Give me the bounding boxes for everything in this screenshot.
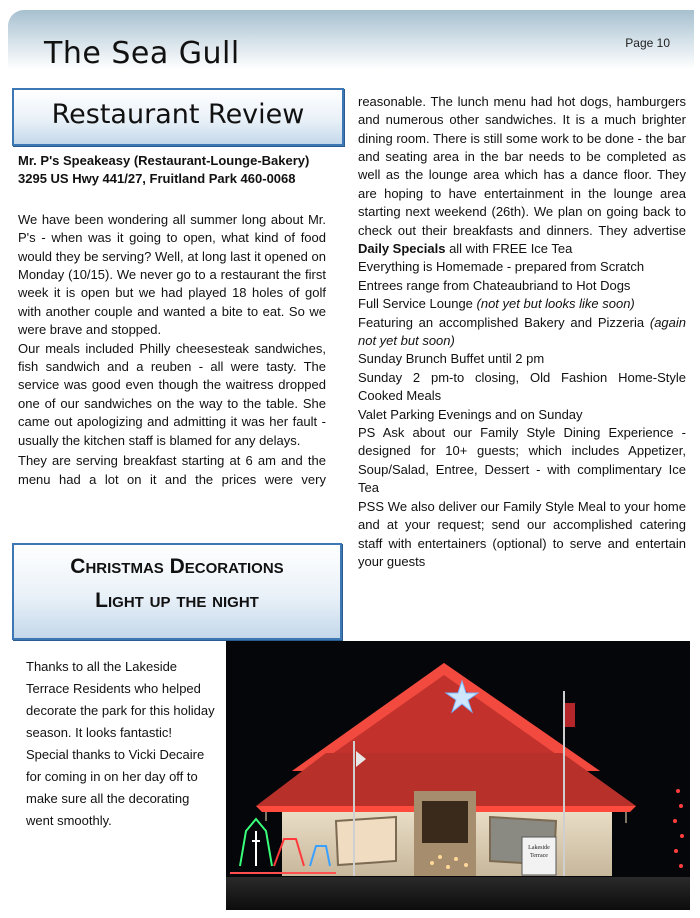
ps-note: PS Ask about our Family Style Dining Experience - designed for 10+ guests; which includes Appetizer, Soup/Salad, Entree, Dessert - with complimentary Ice Tea <box>358 425 686 496</box>
review-paragraph-2: Our meals included Philly cheesesteak sandwiches, fish sandwich and a reuben - all were tasty. The service was good even though the waitress dropped one of our sandwiches on the way to the table. She came out apologizing and admitting it was her fault - usually the kitchen staff is blamed for any delays. <box>18 340 326 448</box>
pss-note: PSS We also deliver our Family Style Meal to your home and at your request; send our accomplished catering staff with entertainers (optional) to serve and entertain your guests <box>358 498 686 569</box>
christmas-heading-line-2: Light up the night <box>95 589 259 612</box>
sign-line-1: Lakeside <box>528 845 550 851</box>
masthead-banner <box>8 10 694 70</box>
ground <box>226 877 690 910</box>
review-paragraph-3-continued: reasonable. The lunch menu had hot dogs, hamburgers and numerous other sandwiches. It is a much brighter dining room. There is still some work to be done - the bar and seating area in the bar needs to be completed as well as the lounge area which has a dance floor. They are hoping to have entertainment in the lounge area starting next weekend (26th). We plan on going back to check out their breakfasts and dinners. They advertise <box>358 93 686 238</box>
daily-specials-line: Daily Specials all with FREE Ice Tea <box>358 241 573 256</box>
review-right-column <box>358 92 686 571</box>
restaurant-name: Mr. P's Speakeasy (Restaurant-Lounge-Bakery) <box>18 153 310 168</box>
left-window <box>336 817 396 865</box>
christmas-heading-line-1: Christmas Decorations <box>70 555 284 578</box>
clubhouse-photo-drawing <box>226 641 690 910</box>
bakery-line: Featuring an accomplished Bakery and Pizzeria (again not yet but soon) <box>358 314 686 349</box>
clubhouse-christmas-photo <box>226 641 690 910</box>
entrees-line: Entrees range from Chateaubriand to Hot Dogs <box>358 277 631 293</box>
page-number: Page 10 <box>625 36 670 50</box>
flag <box>565 703 575 727</box>
sunday-meals-line: Sunday 2 pm-to closing, Old Fashion Home-Style Cooked Meals <box>358 369 686 404</box>
review-paragraph-3: They are serving breakfast starting at 6 am and the menu had a lot on it and the prices were very <box>18 453 326 487</box>
restaurant-address: 3295 US Hwy 441/27, Fruitland Park 460-0068 <box>18 171 296 187</box>
lounge-line: Full Service Lounge (not yet but looks like soon) <box>358 296 635 312</box>
christmas-article-text: Thanks to all the Lakeside Terrace Residents who helped decorate the park for this holiday season. It looks fantastic! Special thanks to Vicki Decaire for coming in on her day off to make sure all the decorating went smoothly. <box>26 659 215 828</box>
brunch-line: Sunday Brunch Buffet until 2 pm <box>358 351 545 367</box>
daily-specials-label: Daily Specials <box>358 241 446 256</box>
valet-line: Valet Parking Evenings and on Sunday <box>358 406 583 422</box>
review-paragraph-1: We have been wondering all summer long about Mr. P's - when was it going to open, what kind of food would they be serving? Well, at long last it opened on Monday (10/15). We never go to a restaurant the first week it is open but we had played 18 holes of golf with another couple and wanted a bite to eat. So we were brave and stopped. <box>18 211 326 338</box>
restaurant-review-heading-box <box>12 88 344 146</box>
sign-line-2: Terrace <box>530 853 548 859</box>
newsletter-title: The Sea Gull <box>44 36 240 71</box>
restaurant-review-heading: Restaurant Review <box>51 99 305 130</box>
review-left-column <box>18 152 326 488</box>
christmas-heading-box <box>12 543 342 640</box>
restaurant-info <box>18 152 326 189</box>
homemade-line: Everything is Homemade - prepared from Scratch <box>358 259 645 275</box>
